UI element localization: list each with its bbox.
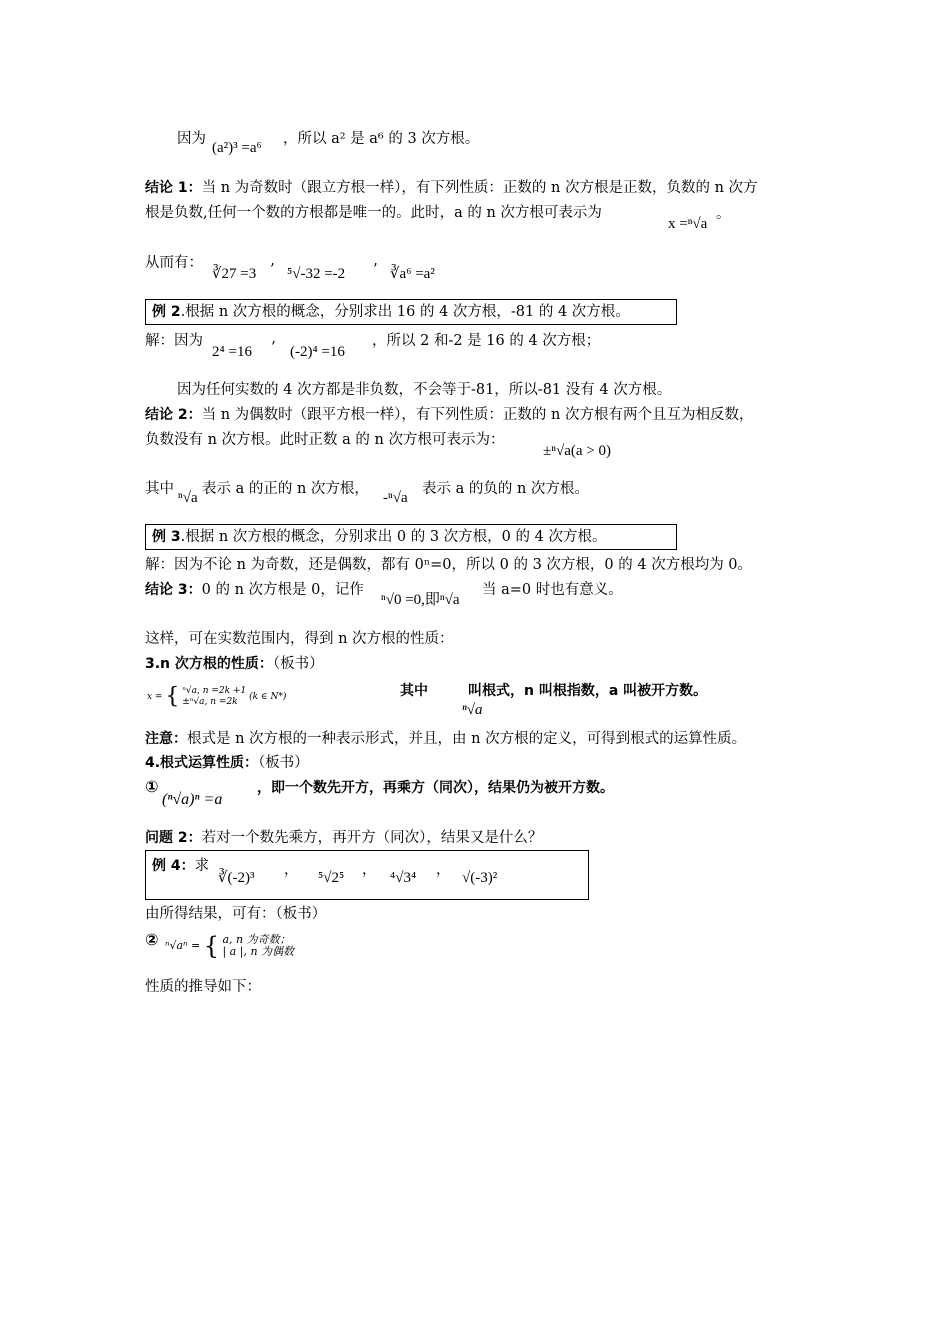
- formula-text: ⁿ√a: [462, 702, 483, 718]
- example-4-label: [152, 856, 209, 876]
- formula-text: ∛(-2)³: [218, 870, 255, 886]
- qizhong-a: [145, 479, 174, 499]
- text: 由所得结果，可有：（板书）: [145, 906, 327, 922]
- formula-root-a-italic: [462, 700, 482, 720]
- text: ，即一个数先开方，再乘方（同次），结果仍为被开方数。: [257, 780, 614, 796]
- formula-text: -ⁿ√a: [383, 490, 408, 506]
- formula-case-even: ±ⁿ√a, n =2k: [182, 697, 238, 707]
- note-label: 注意：: [145, 731, 187, 747]
- text: （板书）: [272, 656, 324, 672]
- text: ，: [436, 862, 451, 878]
- text: ，所以 a² 是 a⁶ 的 3 次方根。: [283, 131, 480, 147]
- text: 负数没有 n 次方根。此时正数 a 的 n 次方根可表示为：: [145, 432, 505, 448]
- comma: ’: [271, 340, 276, 356]
- formula-piecewise-root: x = { ⁿ√a, n =2k +1 ±ⁿ√a, n =2k (k ∈ N*): [147, 684, 287, 709]
- question-2: [145, 828, 542, 848]
- text: 性质的推导如下：: [145, 979, 261, 995]
- formula-text: 2⁴ =16: [212, 344, 252, 360]
- formula-cuberoot-27: [212, 264, 256, 284]
- text: ②: [145, 930, 159, 949]
- conclusion-2-line1: [145, 405, 754, 425]
- thus-line: [145, 629, 454, 649]
- example-label: 例 4：: [152, 858, 195, 874]
- conclusion-3-rest: [482, 580, 623, 600]
- formula-case-odd: a, n 为奇数；: [222, 933, 291, 946]
- text: 表示 a 的正的 n 次方根，: [202, 481, 369, 497]
- formula-neg-root-a: [383, 488, 408, 508]
- formula-text: ⁿ√a: [178, 490, 198, 506]
- conclusion-label: 结论 2：: [145, 407, 202, 423]
- property-1-text: [257, 778, 614, 798]
- line-because-1: [177, 129, 206, 149]
- conclusion-2-line2: [145, 430, 504, 450]
- text: 若对一个数先乘方，再开方（同次），结果又是什么？: [201, 830, 543, 846]
- text: 这样，可在实数范围内，得到 n 次方根的性质：: [145, 631, 454, 647]
- formula-fifthroot-2-pow-5: [318, 868, 344, 888]
- formula-cuberoot-a6: [390, 264, 435, 284]
- text: 解：因为: [145, 333, 203, 349]
- example-2-text: [152, 302, 630, 322]
- formula-text: √(-3)²: [462, 870, 498, 886]
- formula-text: (ⁿ√a)ⁿ =a: [162, 791, 223, 808]
- text: ①: [145, 777, 159, 796]
- conclusion-1-line1: [145, 178, 758, 198]
- text: ，所以 2 和-2 是 16 的 4 次方根；: [372, 333, 601, 349]
- separator: [362, 860, 377, 880]
- formula-a2-cubed: [212, 138, 262, 158]
- formula-text: ⁴√3⁴: [390, 870, 417, 886]
- note-line: [145, 729, 746, 749]
- question-label: 问题 2：: [145, 830, 202, 846]
- formula-text: (-2)⁴ =16: [290, 344, 345, 360]
- formula-x-root-a: [668, 214, 707, 234]
- text: 其中: [400, 683, 428, 699]
- text: 根式是 n 次方根的一种表示形式，并且，由 n 次方根的定义，可得到根式的运算性质。: [187, 731, 747, 747]
- conclusion-label: 结论 1：: [145, 180, 202, 196]
- text: .根据 n 次方根的概念，分别求出 16 的 4 次方根，-81 的 4 次方根。: [180, 304, 630, 320]
- text: 表示 a 的负的 n 次方根。: [422, 481, 589, 497]
- from-label: [145, 253, 203, 273]
- circled-2: [145, 930, 159, 950]
- text: 当 n 为偶数时（跟平方根一样），有下列性质：正数的 n 次方根有两个且互为相反数，: [201, 407, 754, 423]
- derive-line: [145, 977, 261, 997]
- formula-domain: (k ∈ N*): [249, 691, 287, 702]
- text: 其中: [145, 481, 174, 497]
- formula-fifthroot-32: [287, 264, 345, 284]
- formula-pm-root-a: [543, 441, 611, 461]
- prop-description: [468, 681, 707, 701]
- text: 当 n 为奇数时（跟立方根一样），有下列性质：正数的 n 次方根是正数，负数的 n 次方: [201, 180, 758, 196]
- qizhong-c: [422, 479, 589, 499]
- formula-sqrt-neg3-squared: [462, 868, 497, 888]
- heading-4: [145, 753, 309, 773]
- formula-2-pow-4: [212, 342, 252, 362]
- line-because-1-rest: [283, 129, 479, 149]
- formula-case-odd: ⁿ√a, n =2k +1: [182, 686, 247, 696]
- text: 从而有：: [145, 255, 203, 271]
- heading-label: 4.根式运算性质：: [145, 755, 259, 771]
- formula-text: ⁵√2⁵: [318, 870, 345, 886]
- formula-neg2-pow-4: [290, 342, 345, 362]
- text: 求: [194, 858, 210, 874]
- circled-1: [145, 777, 159, 797]
- text: 因为: [177, 131, 206, 147]
- period: [716, 204, 731, 224]
- comma: ’: [373, 262, 378, 278]
- text: 叫根式，n 叫根指数，a 叫被开方数。: [468, 683, 708, 699]
- example-3-text: [152, 527, 606, 547]
- formula-text: x =ⁿ√a: [668, 216, 708, 232]
- formula-case-even: | a |, n 为偶数: [222, 945, 295, 958]
- prop-qizhong: [400, 681, 428, 701]
- formula-text: ±ⁿ√a(a > 0): [543, 443, 611, 459]
- formula-text: ⁿ√0 =0,即ⁿ√a: [381, 592, 460, 608]
- formula-root-a-pow-n-cases: ⁿ√aⁿ = { a, n 为奇数； | a |, n 为偶数: [165, 932, 295, 960]
- heading-label: 3.n 次方根的性质：: [145, 656, 273, 672]
- formula-text: ⁵√-32 =-2: [287, 266, 346, 282]
- text: 解：因为不论 n 为奇数，还是偶数，都有 0ⁿ=0，所以 0 的 3 次方根，0 的 4 次方根均为 0。: [145, 557, 753, 573]
- solution-2-line2: [177, 380, 671, 400]
- qizhong-b: [202, 479, 369, 499]
- text: （板书）: [258, 755, 309, 771]
- comma: ’: [270, 262, 275, 278]
- formula-cuberoot-neg2-cubed: [218, 868, 255, 888]
- text: .根据 n 次方根的概念，分别求出 0 的 3 次方根，0 的 4 次方根。: [180, 529, 607, 545]
- conclusion-1-line2: [145, 203, 602, 223]
- text: 因为任何实数的 4 次方都是非负数，不会等于-81，所以-81 没有 4 次方根。: [177, 382, 672, 398]
- formula-root-pow-n: [162, 790, 222, 810]
- text: 当 a=0 时也有意义。: [482, 582, 623, 598]
- formula-root-a: [178, 488, 198, 508]
- separator: [284, 860, 299, 880]
- text: 0 的 n 次方根是 0，记作: [201, 582, 364, 598]
- formula-root-zero: [381, 590, 460, 610]
- text: ，: [362, 862, 377, 878]
- formula-text: ⁿ√aⁿ =: [165, 939, 201, 952]
- conclusion-3-start: [145, 580, 364, 600]
- result-line: [145, 904, 326, 924]
- formula-text: ∛27 =3: [212, 266, 257, 282]
- text: 根是负数,任何一个数的方根都是唯一的。此时，a 的 n 次方根可表示为: [145, 205, 602, 221]
- separator: [436, 860, 451, 880]
- solution-3: [145, 555, 752, 575]
- formula-text: ∛a⁶ =a²: [390, 266, 435, 282]
- solution-2-rest: [372, 331, 600, 351]
- solution-2-start: [145, 331, 203, 351]
- example-label: 例 2: [152, 304, 181, 320]
- text: ，: [284, 862, 299, 878]
- example-label: 例 3: [152, 529, 181, 545]
- heading-3: [145, 654, 324, 674]
- formula-fourthroot-3-pow-4: [390, 868, 416, 888]
- formula-text: (a²)³ =a⁶: [212, 140, 262, 156]
- conclusion-label: 结论 3：: [145, 582, 202, 598]
- text: 。: [716, 206, 731, 222]
